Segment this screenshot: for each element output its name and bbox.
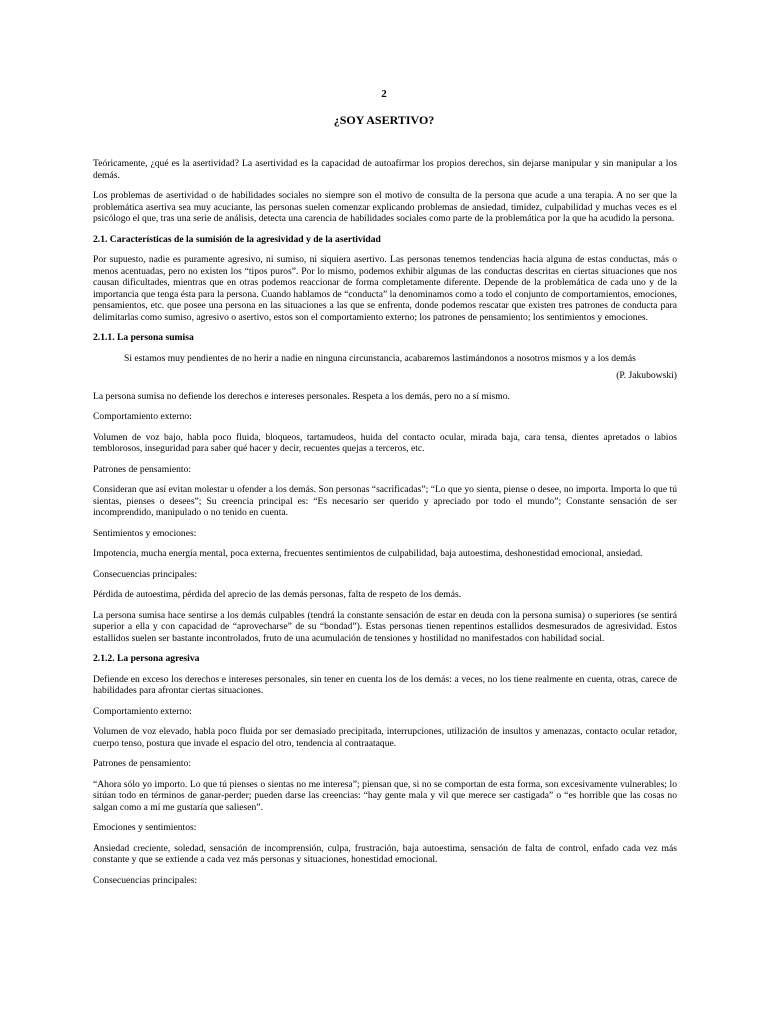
quote: Si estamos muy pendientes de no herir a nadie en ninguna circunstancia, acabaremos lastimándonos a nosotros mismos y a los demás <box>124 352 636 364</box>
subsection-heading-agresiva: 2.1.2. La persona agresiva <box>93 653 200 664</box>
behavior-label: Comportamiento externo: <box>93 411 192 422</box>
emotions-paragraph: Impotencia, mucha energía mental, poca externa, frecuentes sentimientos de culpabilidad, baja autoestima, deshonestidad emocional, ansiedad. <box>93 548 643 559</box>
definition-paragraph: La persona sumisa no defiende los derechos e intereses personales. Respeta a los demás, pero no a sí mismo. <box>93 390 510 402</box>
behavior-paragraph: Volumen de voz elevado, habla poco fluida por ser demasiado precipitada, interrupciones, utilización de insultos y amenazas, contacto ocular retador, cuerpo tenso, postura que invade el espacio del otro, tendencia al contraataque. <box>93 726 677 749</box>
document-body <box>93 158 677 895</box>
chapter-title: ¿SOY ASERTIVO? <box>333 113 435 127</box>
quote-attribution: (P. Jakubowski) <box>616 370 677 381</box>
consequences-paragraph: Pérdida de autoestima, pérdida del aprecio de las demás personas, falta de respeto de los demás. <box>93 589 462 600</box>
intro-paragraph: Teóricamente, ¿qué es la asertividad? La asertividad es la capacidad de autoafirmar los propios derechos, sin dejarse manipular y sin manipular a los demás. <box>93 158 677 181</box>
thought-paragraph: Consideran que así evitan molestar u ofender a los demás. Son personas “sacrificadas”; “Lo que yo sienta, piense o desee, no importa. Importa lo que tú sientas, pienses o desees”; Su creencia principal es: “Es necesario ser querido y apreciado por todo el mundo”; Constante sensación de ser incomprendido, manipulado o no tenido en cuenta. <box>93 484 677 518</box>
consequences-label: Consecuencias principales: <box>93 568 198 580</box>
subsection-heading-sumisa: 2.1.1. La persona sumisa <box>93 332 194 343</box>
chapter-number: 2 <box>381 88 387 100</box>
thought-paragraph: “Ahora sólo yo importo. Lo que tú pienses o sientas no me interesa”; piensan que, si no se comportan de esta forma, son excesivamente vulnerables; lo sitúan todo en términos de ganar-perder; pueden darse las creencias: “hay gente mala y vil que merece ser castigada” o “es horrible que las cosas no salgan como a mí me gustaría que saliesen”. <box>93 778 677 813</box>
emotions-label: Sentimientos y emociones: <box>93 527 197 539</box>
closing-paragraph: La persona sumisa hace sentirse a los demás culpables (tendrá la constante sensación de estar en deuda con la persona sumisa) o superiores (se sentirá superior a ella y con capacidad de “aprovecharse” de su “bondad”). Estas personas tienen repentinos estallidos desmesurados de agresividad. Estos estallidos suelen ser bastante incontrolados, fruto de una acumulación de tensiones y hostilidad no manifestados con habilidad social. <box>93 609 677 644</box>
emotions-label: Emociones y sentimientos: <box>93 822 197 833</box>
behavior-label: Comportamiento externo: <box>93 705 192 717</box>
thought-label: Patrones de pensamiento: <box>93 463 192 475</box>
consequences-label: Consecuencias principales: <box>93 874 198 886</box>
section-paragraph: Por supuesto, nadie es puramente agresivo, ni sumiso, ni siquiera asertivo. Las personas tenemos tendencias hacia alguna de estas conductas, más o menos acentuadas, pero no existen los “tipos puros”. Por lo mismo, podemos exhibir algunas de las conductas descritas en ciertas situaciones que nos causan dificultades, mientras que en otras podemos reaccionar de forma completamente diferente. Depende de la problemática de cada uno y de la importancia que tenga ésta para la persona. Cuando hablamos de “conducta” la denominamos como a todo el conjunto de comportamientos, emociones, pensamientos, etc. que posee una persona en las situaciones a las que se enfrenta, donde podemos rescatar que existen tres patrones de conducta para delimitarlas como sumiso, agresivo o asertivo, estos son el comportamiento externo; los patrones de pensamiento; los sentimientos y emociones. <box>93 254 677 323</box>
thought-label: Patrones de pensamiento: <box>93 758 192 769</box>
behavior-paragraph: Volumen de voz bajo, habla poco fluida, bloqueos, tartamudeos, huida del contacto ocular, mirada baja, cara tensa, dientes apretados o labios temblorosos, inseguridad para saber qué hacer y decir, recuentes quejas a terceros, etc. <box>93 431 677 454</box>
section-heading: 2.1. Características de la sumisión de la agresividad y de la asertividad <box>93 233 381 245</box>
emotions-paragraph: Ansiedad creciente, soledad, sensación de incomprensión, culpa, frustración, baja autoestima, sensación de falta de control, enfado cada vez más constante y que se extiende a cada vez más personas y situaciones, honestidad emocional. <box>93 842 677 865</box>
definition-paragraph: Defiende en exceso los derechos e intereses personales, sin tener en cuenta los de los demás: a veces, no los tiene realmente en cuenta, otras, carece de habilidades para afrontar ciertas situaciones. <box>93 673 677 696</box>
intro-paragraph: Los problemas de asertividad o de habilidades sociales no siempre son el motivo de consulta de la persona que acude a una terapia. A no ser que la problemática asertiva sea muy acuciante, las personas suelen comenzar explicando problemas de ansiedad, timidez, culpabilidad y muchas veces es el psicólogo el que, tras una serie de análisis, detecta una carencia de habilidades sociales como parte de la problemática por la que ha acudido la persona. <box>93 190 677 224</box>
